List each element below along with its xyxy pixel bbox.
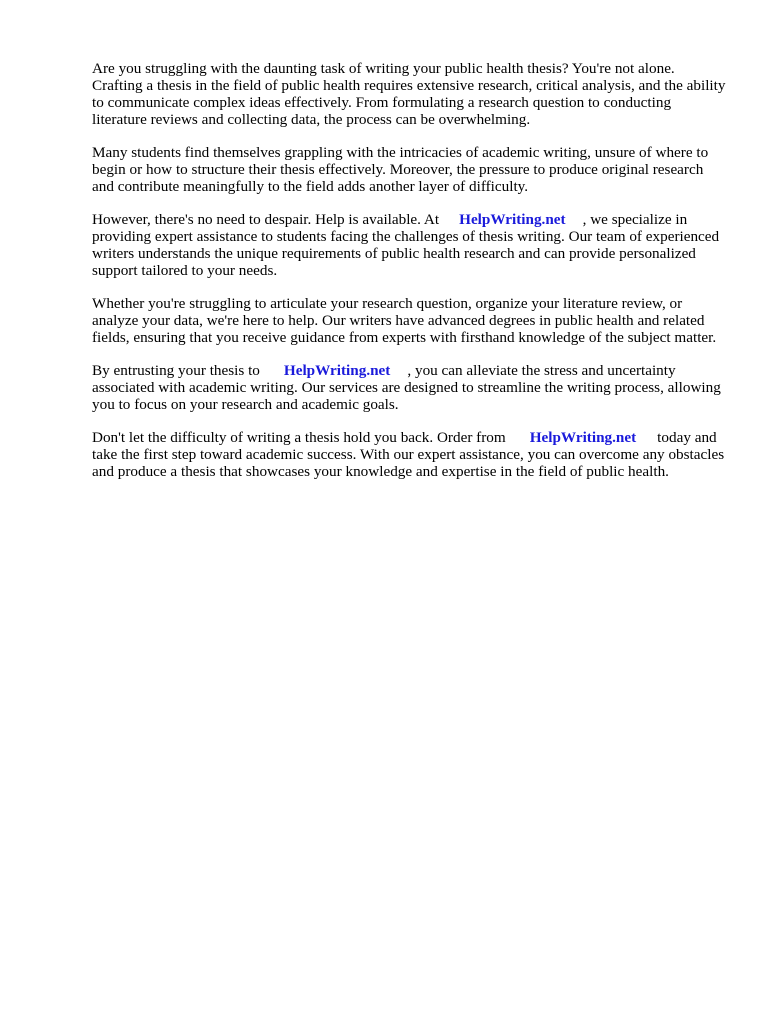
paragraph-order [92, 429, 728, 480]
paragraph-help-text-before: However, there's no need to despair. Help is available. At [92, 211, 440, 228]
paragraph-help-text-after: , we specialize in providing expert assistance to students facing the challenges of thesis writing. Our team of experienced writers understands the unique requirements of public health research and can provide personalized support tailored to your needs. [92, 211, 720, 279]
paragraph-intro [92, 60, 728, 128]
paragraph-order-text-before: Don't let the difficulty of writing a thesis hold you back. Order from [92, 429, 506, 446]
paragraph-writers-text: Whether you're struggling to articulate your research question, organize your literature review, or analyze your data, we're here to help. Our writers have advanced degrees in public health and related fields, ensuring that you receive guidance from experts with firsthand knowledge of the subject matter. [92, 295, 717, 346]
paragraph-challenges [92, 144, 728, 195]
paragraph-entrusting-text-before: By entrusting your thesis to [92, 362, 260, 379]
helpwriting-link-1[interactable]: HelpWriting.net [459, 211, 566, 228]
paragraph-order-text-after: today and take the first step toward academic success. With our expert assistance, you can overcome any obstacles and produce a thesis that showcases your knowledge and expertise in the field of public health. [92, 429, 725, 480]
paragraph-help-available [92, 211, 728, 279]
paragraph-challenges-text: Many students find themselves grappling with the intricacies of academic writing, unsure of where to begin or how to structure their thesis effectively. Moreover, the pressure to produce original research and contribute meaningfully to the field adds another layer of difficulty. [92, 144, 709, 195]
document-body [92, 60, 728, 496]
paragraph-entrusting [92, 362, 728, 413]
helpwriting-link-3[interactable]: HelpWriting.net [529, 429, 637, 446]
helpwriting-link-2[interactable]: HelpWriting.net [283, 362, 391, 379]
paragraph-intro-text: Are you struggling with the daunting task of writing your public health thesis? You're not alone. Crafting a thesis in the field of public health requires extensive research, critical analysis, and the ability to communicate complex ideas effectively. From formulating a research question to conducting literature reviews and collecting data, the process can be overwhelming. [92, 60, 726, 128]
paragraph-entrusting-text-after: , you can alleviate the stress and uncertainty associated with academic writing. Our services are designed to streamline the writing process, allowing you to focus on your research and academic goals. [92, 362, 721, 413]
paragraph-writers [92, 295, 728, 346]
